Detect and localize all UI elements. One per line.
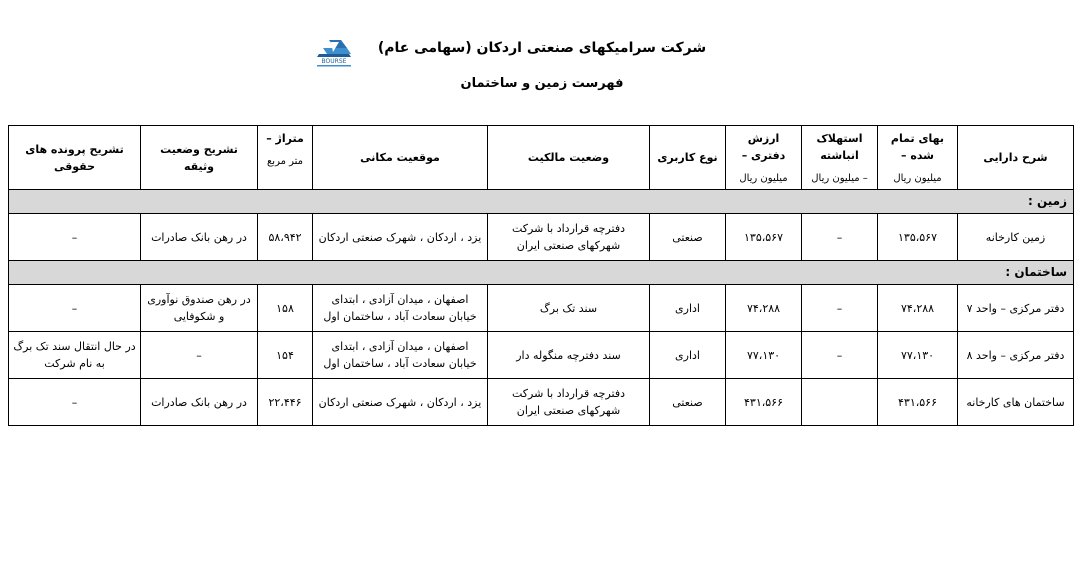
- book-value: ۱۳۵،۵۶۷: [726, 214, 802, 261]
- asset-description: دفتر مرکزی – واحد ۸: [958, 332, 1074, 379]
- section-header-row: [9, 190, 1074, 214]
- cost-value: ۴۳۱،۵۶۶: [878, 379, 958, 426]
- column-header: متراژ – متر مربع: [258, 126, 313, 190]
- location: اصفهان ، میدان آزادی ، ابتدای خیابان سعادت آباد ، ساختمان اول: [313, 332, 488, 379]
- legal-status: در حال انتقال سند تک برگ به نام شرکت: [9, 332, 141, 379]
- column-header: نوع کاربری: [650, 126, 726, 190]
- ownership-status: سند دفترچه منگوله دار: [488, 332, 650, 379]
- column-header: ارزش دفتری – میلیون ریال: [726, 126, 802, 190]
- cost-value: ۷۷،۱۳۰: [878, 332, 958, 379]
- usage-type: اداری: [650, 332, 726, 379]
- table-row: [9, 214, 1074, 261]
- book-value: ۷۷،۱۳۰: [726, 332, 802, 379]
- collateral-status: در رهن بانک صادرات: [141, 379, 258, 426]
- bourse-logo-icon: [311, 38, 357, 68]
- section-title: زمین :: [9, 190, 1074, 214]
- table-row: [9, 285, 1074, 332]
- column-header: موقعیت مکانی: [313, 126, 488, 190]
- column-header: بهای تمام شده – میلیون ریال: [878, 126, 958, 190]
- table-row: [9, 332, 1074, 379]
- ownership-status: سند تک برگ: [488, 285, 650, 332]
- table-row: [9, 379, 1074, 426]
- table-header-row: [9, 126, 1074, 190]
- depreciation-value: [802, 379, 878, 426]
- asset-description: ساختمان های کارخانه: [958, 379, 1074, 426]
- column-header: تشریح پرونده های حقوقی: [9, 126, 141, 190]
- collateral-status: در رهن بانک صادرات: [141, 214, 258, 261]
- location: یزد ، اردکان ، شهرک صنعتی اردکان: [313, 379, 488, 426]
- area-value: ۱۵۸: [258, 285, 313, 332]
- column-header: وضعیت مالکیت: [488, 126, 650, 190]
- ownership-status: دفترچه قرارداد با شرکت شهرکهای صنعتی ایران: [488, 379, 650, 426]
- usage-type: اداری: [650, 285, 726, 332]
- depreciation-value: –: [802, 214, 878, 261]
- usage-type: صنعتی: [650, 379, 726, 426]
- cost-value: ۷۴،۲۸۸: [878, 285, 958, 332]
- column-header: استهلاک انباشته – میلیون ریال: [802, 126, 878, 190]
- area-value: ۵۸،۹۴۲: [258, 214, 313, 261]
- ownership-status: دفترچه قرارداد با شرکت شهرکهای صنعتی ایران: [488, 214, 650, 261]
- depreciation-value: –: [802, 332, 878, 379]
- collateral-status: در رهن صندوق نوآوری و شکوفایی: [141, 285, 258, 332]
- assets-table: [8, 125, 1074, 426]
- company-title: شرکت سرامیکهای صنعتی اردکان (سهامی عام): [377, 40, 707, 56]
- section-title: ساختمان :: [9, 261, 1074, 285]
- depreciation-value: –: [802, 285, 878, 332]
- logo-text: BOURSE: [321, 58, 347, 65]
- area-value: ۲۲،۴۴۶: [258, 379, 313, 426]
- column-header: شرح دارایی: [958, 126, 1074, 190]
- collateral-status: –: [141, 332, 258, 379]
- location: یزد ، اردکان ، شهرک صنعتی اردکان: [313, 214, 488, 261]
- book-value: ۴۳۱،۵۶۶: [726, 379, 802, 426]
- asset-description: دفتر مرکزی – واحد ۷: [958, 285, 1074, 332]
- usage-type: صنعتی: [650, 214, 726, 261]
- section-header-row: [9, 261, 1074, 285]
- legal-status: –: [9, 214, 141, 261]
- legal-status: –: [9, 285, 141, 332]
- cost-value: ۱۳۵،۵۶۷: [878, 214, 958, 261]
- area-value: ۱۵۴: [258, 332, 313, 379]
- book-value: ۷۴،۲۸۸: [726, 285, 802, 332]
- column-header: تشریح وضعیت وثیقه: [141, 126, 258, 190]
- location: اصفهان ، میدان آزادی ، ابتدای خیابان سعادت آباد ، ساختمان اول: [313, 285, 488, 332]
- document-subtitle: فهرست زمین و ساختمان: [460, 76, 624, 91]
- legal-status: –: [9, 379, 141, 426]
- asset-description: زمین کارخانه: [958, 214, 1074, 261]
